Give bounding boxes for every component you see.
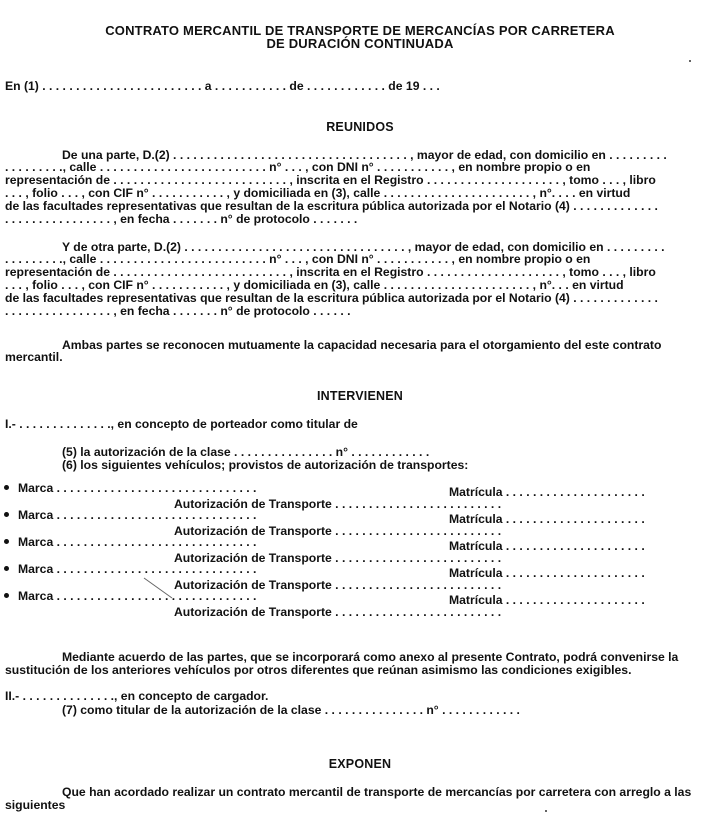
vehicle-matricula: Matrícula . . . . . . . . . . . . . . . . . . . . . [449, 539, 645, 553]
vehicle-matricula: Matrícula . . . . . . . . . . . . . . . . . . . . . [449, 485, 645, 499]
bullet-icon [4, 485, 9, 490]
vehicle-autorizacion: Autorización de Transporte . . . . . . . . . . . . . . . . . . . . . . . . . [174, 524, 502, 538]
exponen-line: siguientes [5, 798, 66, 812]
party-one-line: . . . . . . . . . . . . . . . . , en fecha . . . . . . . n° de protocolo . . . . . . . [5, 212, 358, 226]
vehicle-matricula: Matrícula . . . . . . . . . . . . . . . . . . . . . [449, 512, 645, 526]
party-one-line: de las facultades representativas que resultan de la escritura pública autorizada por el Notario (4) . . . . . . . . . . . . . [5, 199, 658, 213]
party-two-line: representación de . . . . . . . . . . . . . . . . . . . . . . . . . . , inscrita en el Registro . . . . . . . . . . . . . . . . . . . . , tomo . . . , libro [5, 265, 656, 279]
vehicle-marca: Marca . . . . . . . . . . . . . . . . . . . . . . . . . . . . . . [18, 535, 257, 549]
vehicle-matricula: Matrícula . . . . . . . . . . . . . . . . . . . . . [449, 566, 645, 580]
section-heading-exponen: EXPONEN [328, 757, 392, 771]
party-one-line: . . . . . . . . ., calle . . . . . . . . . . . . . . . . . . . . . . . . . n° . . . , con DNI n° . . . . . . . . . . . , en nombre propio o en [5, 160, 591, 174]
capacity-line: Ambas partes se reconocen mutuamente la capacidad necesaria para el otorgamiento del este contrato [62, 338, 662, 352]
scan-speck [545, 810, 547, 812]
party-one-line: representación de . . . . . . . . . . . . . . . . . . . . . . . . . . , inscrita en el Registro . . . . . . . . . . . . . . . . . . . . , tomo . . . , libro [5, 173, 656, 187]
party-one-line: De una parte, D.(2) . . . . . . . . . . . . . . . . . . . . . . . . . . . . . . . . . . . , mayor de edad, con domicilio en . . . . . . . . . [62, 148, 667, 162]
scan-stroke-mark [140, 574, 180, 604]
bullet-icon [4, 593, 9, 598]
party-two-line: de las facultades representativas que resultan de la escritura pública autorizada por el Notario (4) . . . . . . . . . . . . . [5, 291, 658, 305]
bullet-icon [4, 566, 9, 571]
vehicle-marca: Marca . . . . . . . . . . . . . . . . . . . . . . . . . . . . . . [18, 562, 257, 576]
item-i-authorization-line: (5) la autorización de la clase . . . . . . . . . . . . . . . n° . . . . . . . . . . . . [62, 445, 430, 459]
party-one-line: . . . , folio . . . , con CIF n° . . . . . . . . . . . , y domiciliada en (3), calle . . . . . . . . . . . . . . . . . . . . . . , n°. . . . en virtud [5, 186, 631, 200]
section-heading-reunidos: REUNIDOS [326, 120, 394, 134]
vehicle-autorizacion: Autorización de Transporte . . . . . . . . . . . . . . . . . . . . . . . . . [174, 605, 502, 619]
item-i-line: I.- . . . . . . . . . . . . . ., en concepto de porteador como titular de [5, 417, 358, 431]
bullet-icon [4, 539, 9, 544]
item-i-vehicles-line: (6) los siguientes vehículos; provistos de autorización de transportes: [62, 458, 469, 472]
place-date-line: En (1) . . . . . . . . . . . . . . . . . . . . . . . . a . . . . . . . . . . . de . . . . . . . . . . . . de 19 . . . [5, 79, 440, 93]
contract-title-line1: CONTRATO MERCANTIL DE TRANSPORTE DE MERCANCÍAS POR CARRETERA [105, 23, 615, 38]
vehicle-matricula: Matrícula . . . . . . . . . . . . . . . . . . . . . [449, 593, 645, 607]
scan-speck [689, 60, 691, 62]
vehicle-autorizacion: Autorización de Transporte . . . . . . . . . . . . . . . . . . . . . . . . . [174, 497, 502, 511]
vehicle-autorizacion: Autorización de Transporte . . . . . . . . . . . . . . . . . . . . . . . . . [174, 578, 502, 592]
party-two-line: . . . . . . . . . . . . . . . . , en fecha . . . . . . . n° de protocolo . . . . . . [5, 304, 351, 318]
substitution-line: Mediante acuerdo de las partes, que se incorporará como anexo al presente Contrato, podrá convenirse la [62, 650, 679, 664]
exponen-line: Que han acordado realizar un contrato mercantil de transporte de mercancías por carretera con arreglo a las [62, 785, 692, 799]
substitution-line: sustitución de los anteriores vehículos por otros diferentes que reúnan asimismo las condiciones exigibles. [5, 663, 632, 677]
section-heading-intervienen: INTERVIENEN [316, 389, 403, 403]
party-two-line: Y de otra parte, D.(2) . . . . . . . . . . . . . . . . . . . . . . . . . . . . . . . . . , mayor de edad, con domicilio en . . . . . . . . . [62, 240, 665, 254]
contract-title-line2: DE DURACIÓN CONTINUADA [266, 36, 454, 51]
item-ii-authorization-line: (7) como titular de la autorización de la clase . . . . . . . . . . . . . . . n° . . . . . . . . . . . . [62, 703, 520, 717]
party-two-line: . . . . . . . . ., calle . . . . . . . . . . . . . . . . . . . . . . . . . n° . . . , con DNI n° . . . . . . . . . . . , en nombre propio o en [5, 252, 591, 266]
vehicle-marca: Marca . . . . . . . . . . . . . . . . . . . . . . . . . . . . . . [18, 589, 257, 603]
vehicle-marca: Marca . . . . . . . . . . . . . . . . . . . . . . . . . . . . . . [18, 481, 257, 495]
party-two-line: . . . , folio . . . , con CIF n° . . . . . . . . . . . , y domiciliada en (3), calle . . . . . . . . . . . . . . . . . . . . . . , n°. . . en virtud [5, 278, 624, 292]
item-ii-line: II.- . . . . . . . . . . . . . ., en concepto de cargador. [5, 689, 269, 703]
vehicle-autorizacion: Autorización de Transporte . . . . . . . . . . . . . . . . . . . . . . . . . [174, 551, 502, 565]
vehicle-marca: Marca . . . . . . . . . . . . . . . . . . . . . . . . . . . . . . [18, 508, 257, 522]
bullet-icon [4, 512, 9, 517]
capacity-line: mercantil. [5, 350, 63, 364]
